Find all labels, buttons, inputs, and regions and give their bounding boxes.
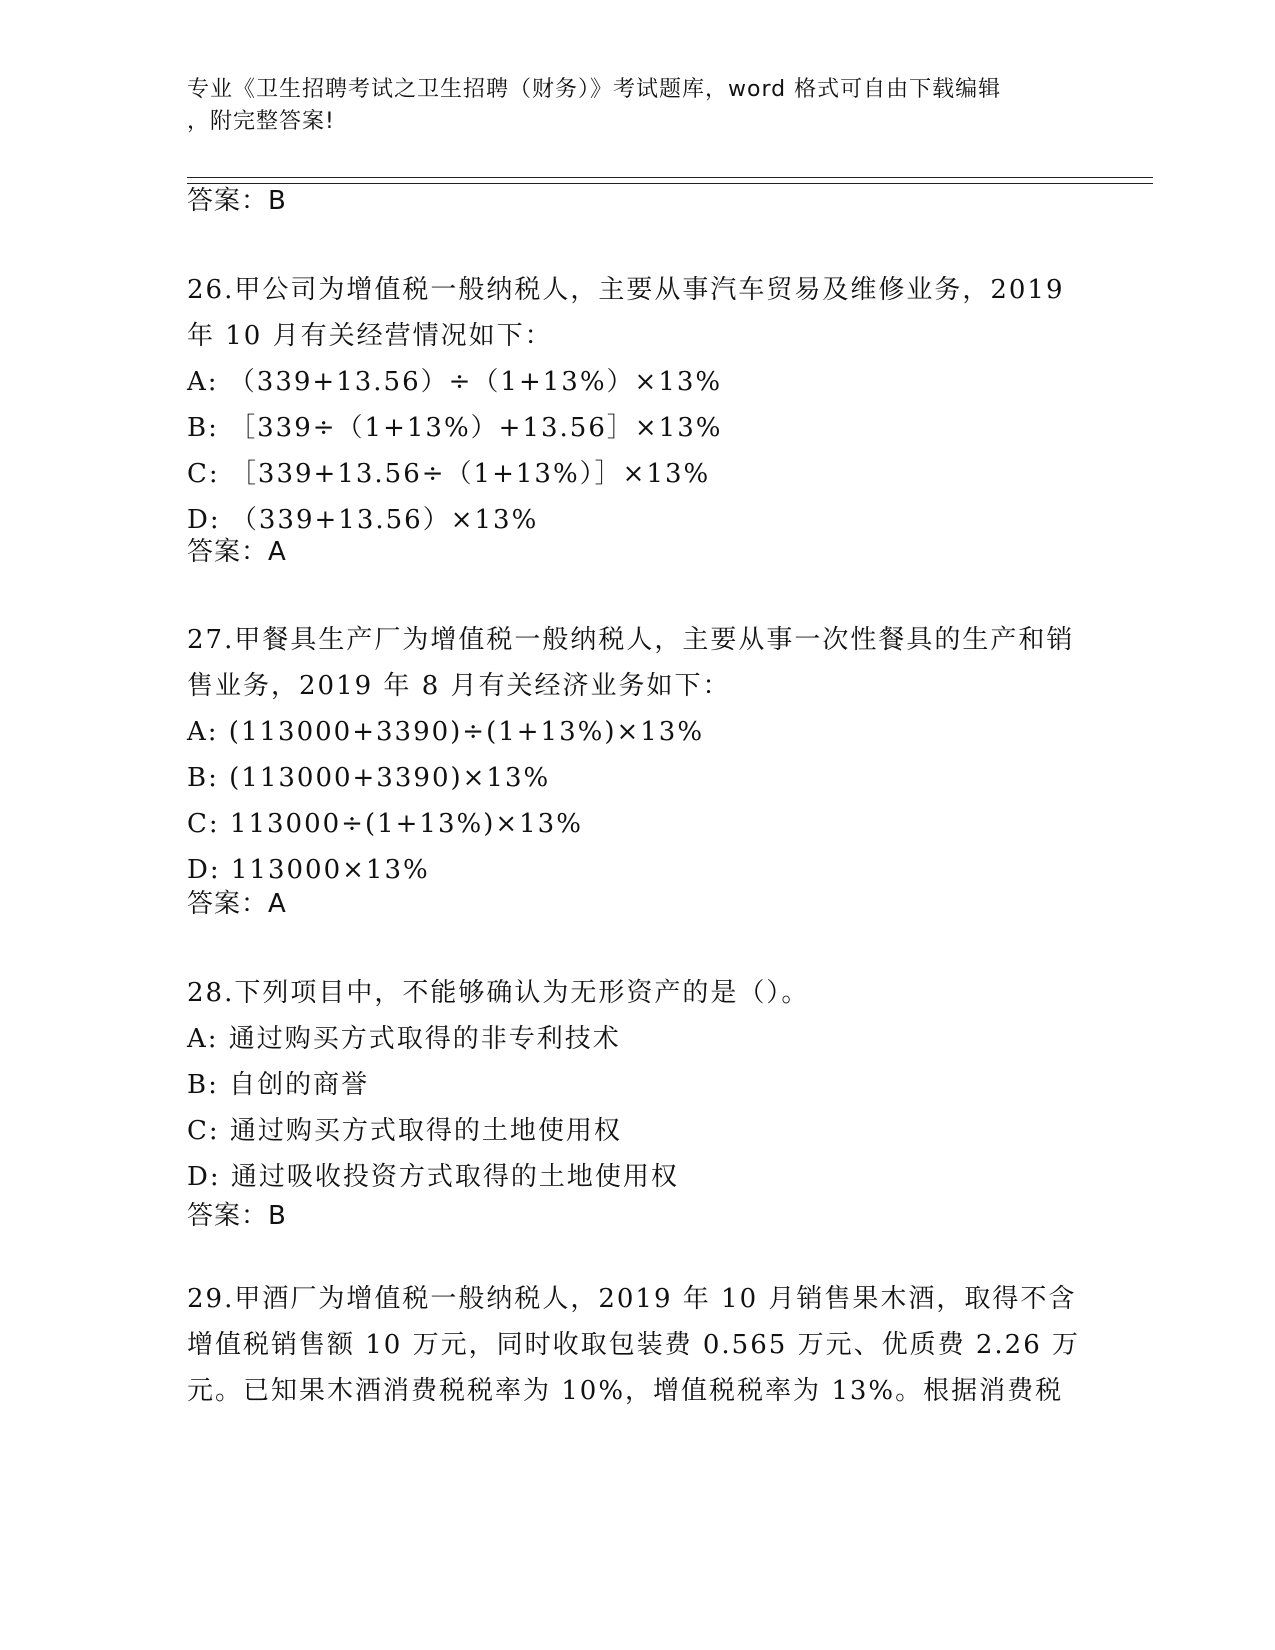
option-a: A: (113000+3390)÷(1+13%)×13%	[187, 717, 705, 747]
answer-27: 答案：A	[187, 889, 287, 919]
option-d: D: 113000×13%	[187, 855, 430, 885]
question-26	[187, 267, 1087, 543]
answer-previous: 答案：B	[187, 186, 287, 216]
answer-26: 答案：A	[187, 537, 287, 567]
header-line-2: ，附完整答案!	[187, 109, 335, 134]
option-b: B: ［339÷（1+13%）+13.56］×13%	[187, 413, 723, 443]
question-27	[187, 617, 1087, 893]
header-rule-bottom	[187, 183, 1153, 184]
option-c: C: 113000÷(1+13%)×13%	[187, 809, 583, 839]
option-c: C: ［339+13.56÷（1+13%）］×13%	[187, 459, 711, 489]
question-stem: 27.甲餐具生产厂为增值税一般纳税人，主要从事一次性餐具的生产和销售业务，2019 年 8 月有关经济业务如下：	[187, 625, 1075, 701]
option-a: A: （339+13.56）÷（1+13%）×13%	[187, 367, 723, 397]
option-d: D: 通过吸收投资方式取得的土地使用权	[187, 1162, 679, 1192]
option-c: C: 通过购买方式取得的土地使用权	[187, 1116, 622, 1146]
document-header	[187, 74, 1087, 138]
question-stem: 29.甲酒厂为增值税一般纳税人，2019 年 10 月销售果木酒，取得不含增值税销售额 10 万元，同时收取包装费 0.565 万元、优质费 2.26 万元。已知果木酒消费税税率为 10%，增值税税率为 13%。根据消费税	[187, 1284, 1080, 1406]
answer-28: 答案：B	[187, 1201, 287, 1231]
question-stem: 26.甲公司为增值税一般纳税人，主要从事汽车贸易及维修业务，2019 年 10 月有关经营情况如下：	[187, 275, 1065, 351]
header-rule-top	[187, 177, 1153, 178]
question-stem: 28.下列项目中，不能够确认为无形资产的是（）。	[187, 978, 810, 1008]
header-line-1: 专业《卫生招聘考试之卫生招聘（财务）》考试题库，word 格式可自由下载编辑	[187, 77, 1002, 102]
question-29	[187, 1276, 1087, 1414]
question-28	[187, 970, 1087, 1200]
option-b: B: (113000+3390)×13%	[187, 763, 551, 793]
option-b: B: 自创的商誉	[187, 1070, 370, 1100]
option-d: D: （339+13.56）×13%	[187, 505, 539, 535]
option-a: A: 通过购买方式取得的非专利技术	[187, 1024, 621, 1054]
